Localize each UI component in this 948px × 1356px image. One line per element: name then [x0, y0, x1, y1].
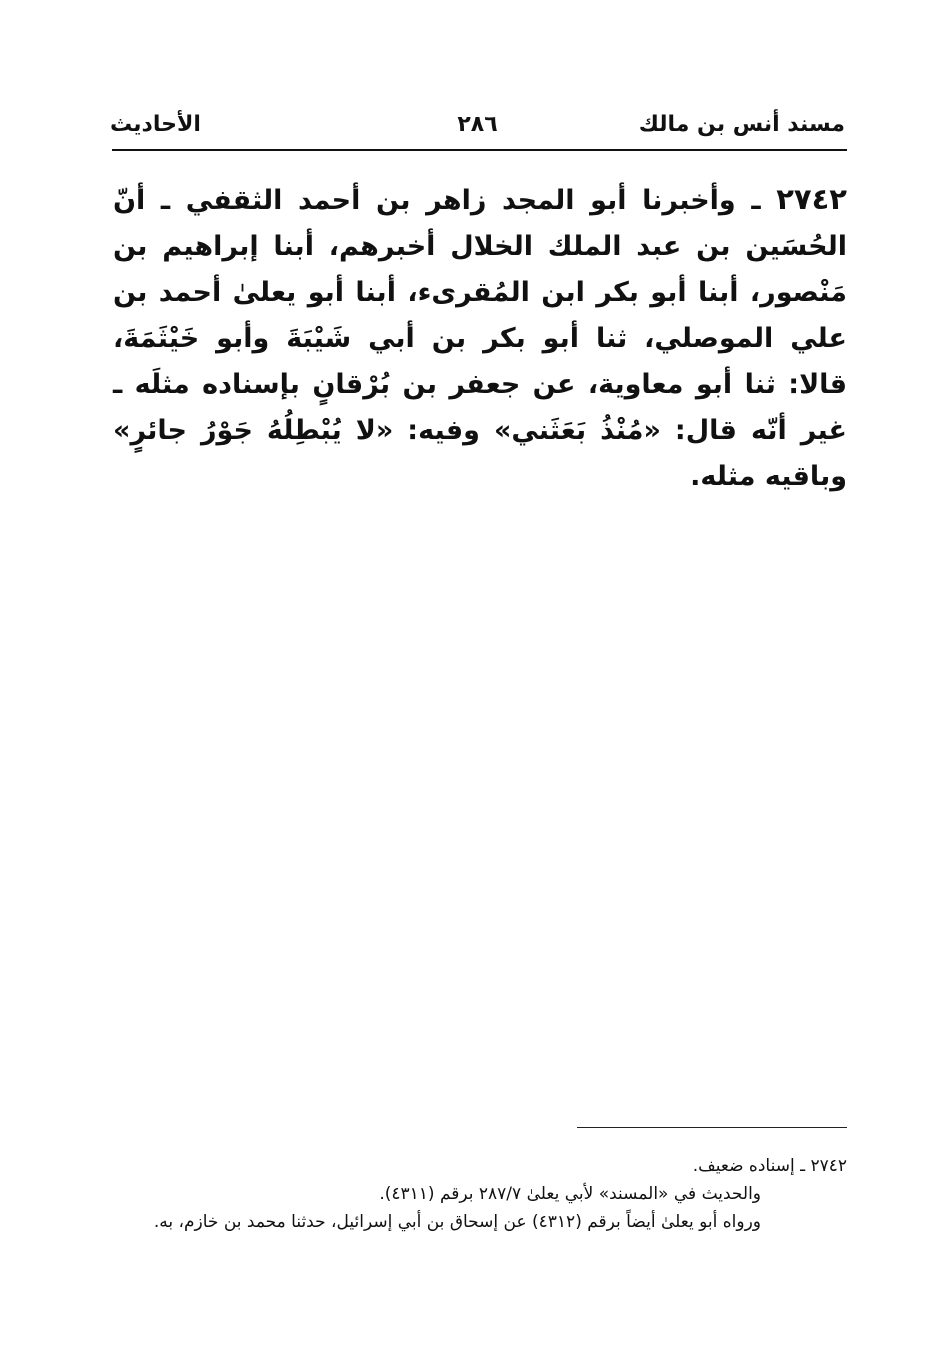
- page-number: ٢٨٦: [457, 112, 498, 137]
- footnote-line: ٢٧٤٢ ـ إسناده ضعيف.: [692, 1156, 847, 1176]
- header-divider: [112, 149, 847, 151]
- header-book-title: مسند أنس بن مالك: [638, 112, 845, 137]
- footnote-line: والحديث في «المسند» لأبي يعلىٰ ٢٨٧/٧ برقم (٤٣١١).: [379, 1184, 761, 1204]
- footnote-divider: [577, 1127, 847, 1128]
- footnote-line: ورواه أبو يعلىٰ أيضاً برقم (٤٣١٢) عن إسحاق بن أبي إسرائيل، حدثنا محمد بن خازم، به.: [153, 1212, 761, 1232]
- hadith-paragraph: [113, 176, 847, 500]
- hadith-number: ٢٧٤٢: [776, 182, 847, 216]
- running-header: [110, 112, 845, 148]
- header-section-title: الأحاديث: [110, 112, 201, 137]
- footnotes: [112, 1152, 847, 1236]
- hadith-text: ـ وأخبرنا أبو المجد زاهر بن أحمد الثقفي ـ أنّ الحُسَين بن عبد الملك الخلال أخبرهم، أبنا إبراهيم بن مَنْصور، أبنا أبو بكر ابن المُقرىء، أبنا أبو يعلىٰ أحمد بن علي الموصلي، ثنا أبو بكر بن أبي شَيْبَةَ وأبو خَيْثَمَةَ، قالا: ثنا أبو معاوية، عن جعفر بن بُرْقانٍ بإسناده مثلَه ـ غير أنّه قال: «مُنْذُ بَعَثَني» وفيه: «لا يُبْطِلُهُ جَوْرُ جائرٍ» وباقيه مثله.: [113, 185, 847, 492]
